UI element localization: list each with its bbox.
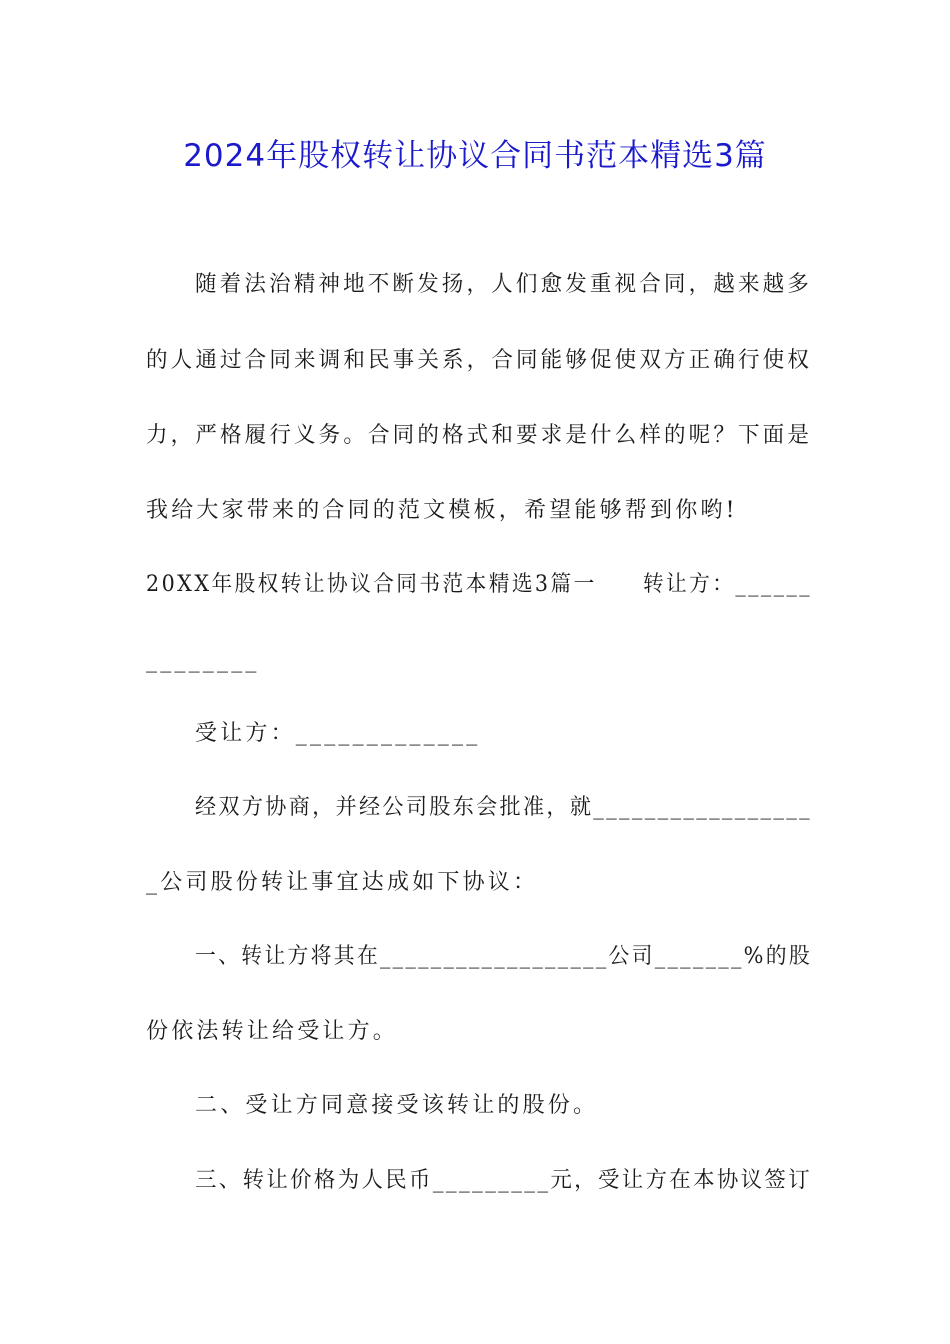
paragraph-line: _公司股份转让事宜达成如下协议： xyxy=(146,870,539,895)
document-title: 2024年股权转让协议合同书范本精选3篇 xyxy=(183,138,767,174)
paragraph-line: 份依法转让给受让方。 xyxy=(146,1019,399,1044)
section-heading-line: 20XX年股权转让协议合同书范本精选3篇一 转让方：______ xyxy=(146,572,812,597)
transferee-line: 受让方：_____________ xyxy=(195,721,481,746)
paragraph-line: 经双方协商，并经公司股东会批准，就_________________ xyxy=(195,795,812,820)
clause-3-line: 三、转让价格为人民币_________元，受让方在本协议签订 xyxy=(195,1168,812,1193)
paragraph-line: 的人通过合同来调和民事关系，合同能够促使双方正确行使权 xyxy=(146,348,812,373)
blank-line: ________ xyxy=(146,648,260,673)
clause-2-line: 二、受让方同意接受该转让的股份。 xyxy=(195,1093,599,1118)
clause-1-line: 一、转让方将其在__________________公司_______%的股 xyxy=(195,944,812,969)
paragraph-line: 我给大家带来的合同的范文模板，希望能够帮到你哟! xyxy=(146,498,738,523)
paragraph-line: 随着法治精神地不断发扬，人们愈发重视合同，越来越多 xyxy=(195,272,812,297)
paragraph-line: 力，严格履行义务。合同的格式和要求是什么样的呢？下面是 xyxy=(146,423,812,448)
